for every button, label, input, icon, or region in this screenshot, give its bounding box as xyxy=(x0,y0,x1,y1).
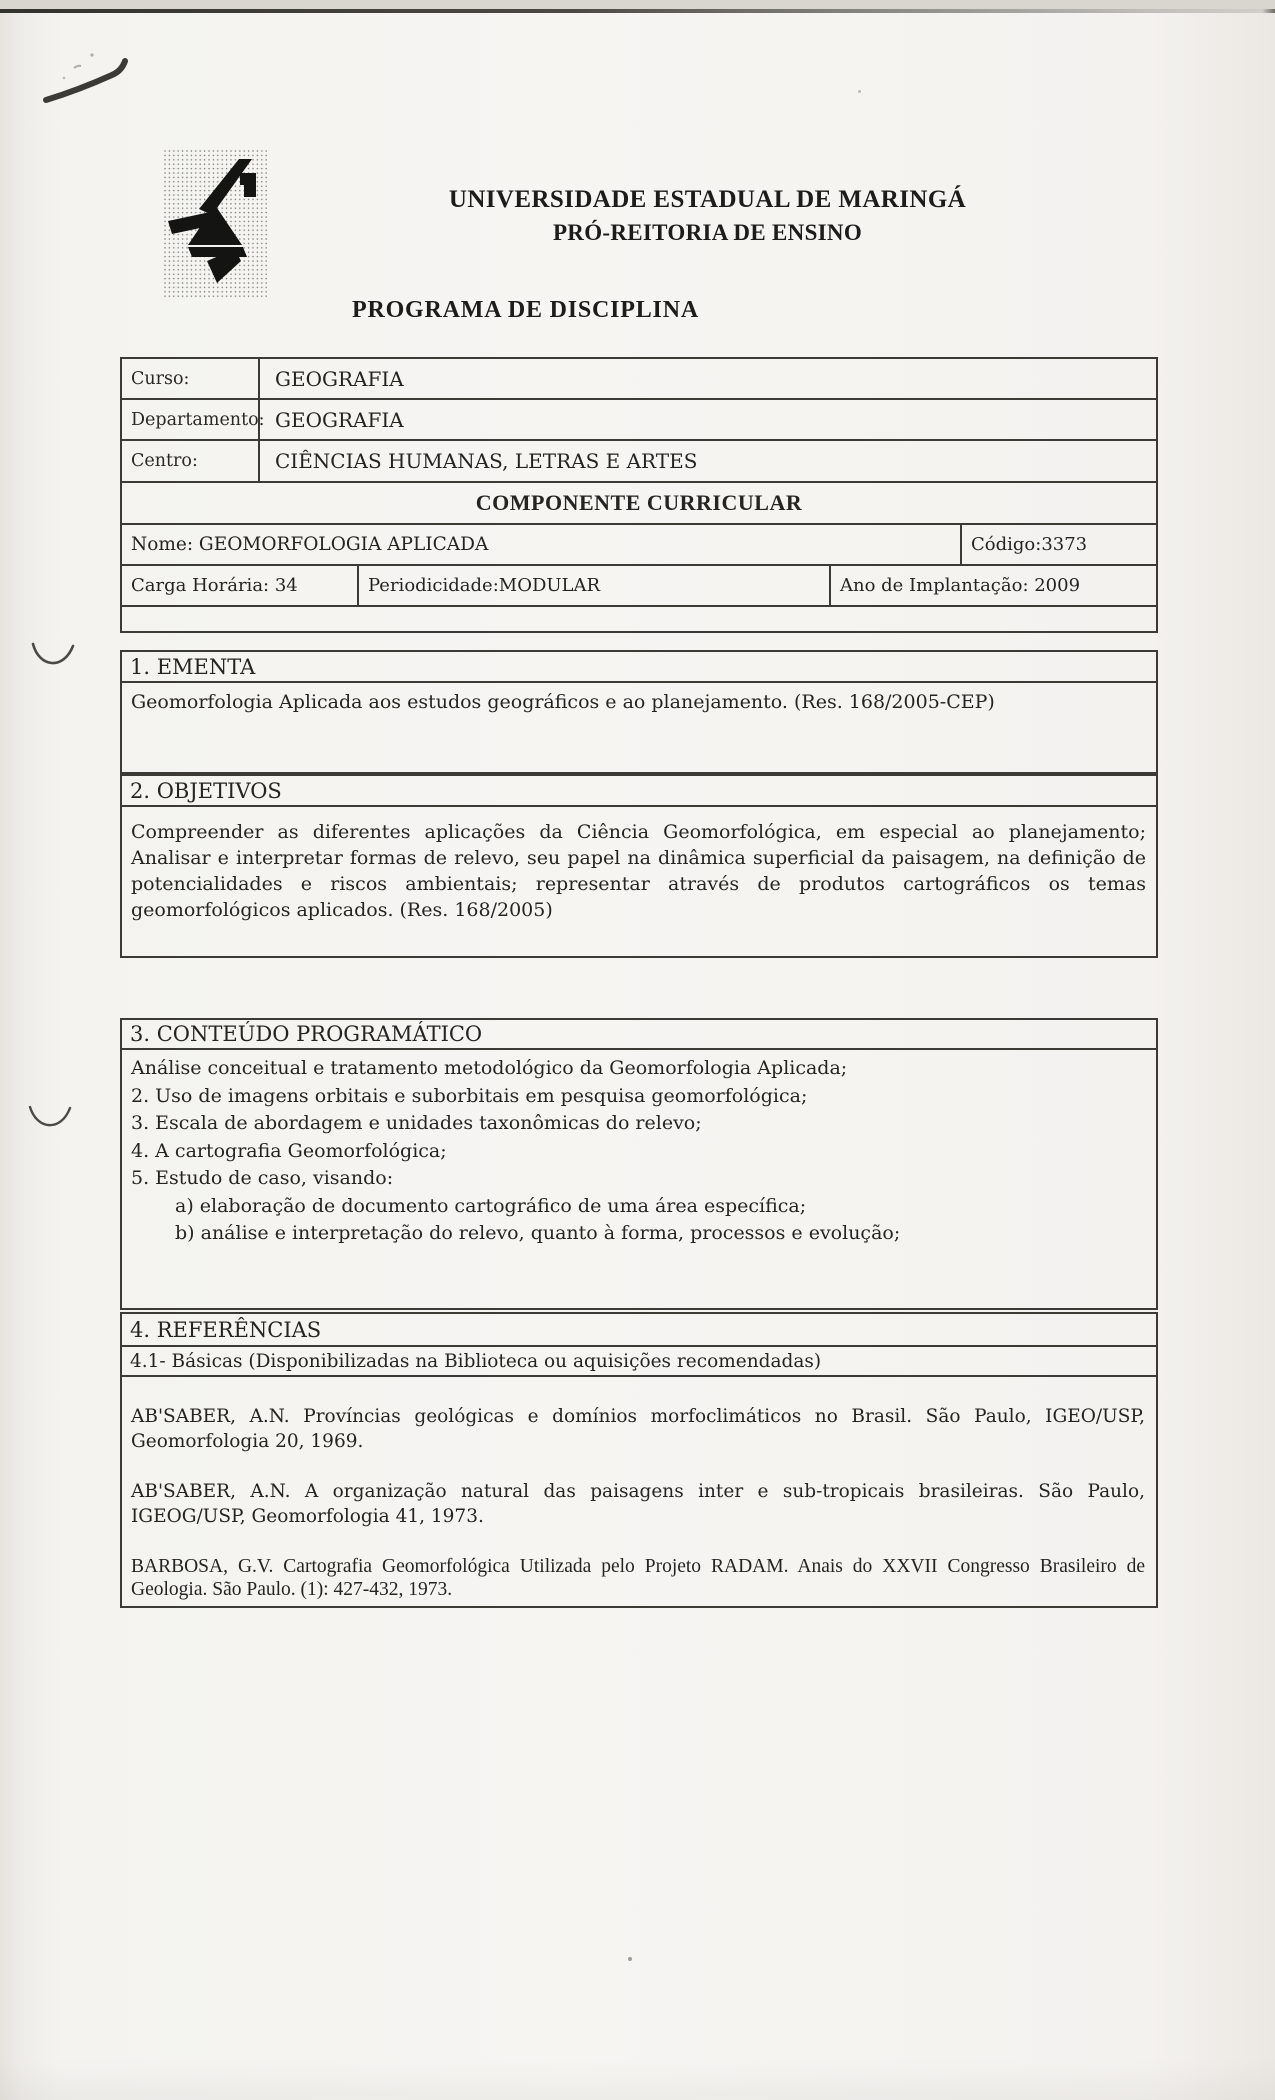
section-heading: 4. REFERÊNCIAS xyxy=(122,1314,1156,1347)
section-referencias xyxy=(120,1312,1158,1608)
section-body: Compreender as diferentes aplicações da Ciência Geomorfológica, em especial ao planejamento; Analisar e interpretar formas de relevo, seu papel na dinâmica superficial da paisagem, na definição de potencialidades e riscos ambientais; representar através de produtos cartográficos os temas geomorfológicos aplicados. (Res. 168/2005) xyxy=(131,821,1146,921)
margin-check-mark xyxy=(27,1102,73,1140)
conteudo-item: 3. Escala de abordagem e unidades taxonômicas do relevo; xyxy=(131,1112,702,1134)
conteudo-item: a) elaboração de documento cartográfico de uma área específica; xyxy=(175,1194,807,1217)
codigo-cell: Código:3373 xyxy=(960,525,1156,564)
section-heading: 3. CONTEÚDO PROGRAMÁTICO xyxy=(122,1020,1156,1050)
letterhead xyxy=(420,186,995,246)
section-conteudo xyxy=(120,1018,1158,1310)
carga-horaria-cell: Carga Horária: 34 xyxy=(122,566,359,605)
conteudo-item: b) análise e interpretação do relevo, quanto à forma, processos e evolução; xyxy=(175,1222,901,1244)
section-body xyxy=(122,1377,1156,1601)
info-table xyxy=(120,357,1158,633)
section-body: Geomorfologia Aplicada aos estudos geográficos e ao planejamento. (Res. 168/2005-CEP) xyxy=(131,691,995,713)
table-row-nome xyxy=(122,525,1156,566)
conteudo-item: 5. Estudo de caso, visando: xyxy=(131,1167,394,1189)
section-objetivos xyxy=(120,774,1158,958)
section-body xyxy=(122,1050,1156,1248)
conteudo-item: Análise conceitual e tratamento metodológico da Geomorfologia Aplicada; xyxy=(131,1057,848,1079)
section-heading: 2. OBJETIVOS xyxy=(122,776,1156,807)
nome-cell: Nome: GEOMORFOLOGIA APLICADA xyxy=(131,534,489,555)
uem-logo xyxy=(163,149,267,299)
conteudo-item: 2. Uso de imagens orbitais e suborbitais em pesquisa geomorfológica; xyxy=(131,1084,808,1107)
row-value: GEOGRAFIA xyxy=(275,407,404,432)
scan-speck xyxy=(858,90,861,93)
row-value: GEOGRAFIA xyxy=(275,366,404,391)
pen-stroke-mark xyxy=(34,40,154,120)
scan-speck xyxy=(628,1957,632,1961)
periodicidade-cell: Periodicidade:MODULAR xyxy=(359,566,831,605)
reference-item: AB'SABER, A.N. A organização natural das paisagens inter e sub-tropicais brasileiras. São Paulo, IGEOG/USP, Geomorfologia 41, 1973. xyxy=(131,1481,1145,1527)
componente-curricular-header: COMPONENTE CURRICULAR xyxy=(122,483,1156,525)
document-title: PROGRAMA DE DISCIPLINA xyxy=(352,297,699,323)
row-label: Departamento: xyxy=(122,400,260,439)
table-row-empty xyxy=(122,607,1156,631)
reference-item: AB'SABER, A.N. Províncias geológicas e domínios morfoclimáticos no Brasil. São Paulo, IGEO/USP, Geomorfologia 20, 1969. xyxy=(131,1406,1145,1452)
margin-check-mark xyxy=(30,640,76,678)
reference-item: BARBOSA, G.V. Cartografia Geomorfológica Utilizada pelo Projeto RADAM. Anais do XXVII Congresso Brasileiro de Geologia. São Paulo. (1): 427-432, 1973. xyxy=(131,1556,1145,1600)
table-row-curso xyxy=(122,359,1156,400)
section-subheading: 4.1- Básicas (Disponibilizadas na Biblioteca ou aquisições recomendadas) xyxy=(122,1347,1156,1377)
conteudo-item: 4. A cartografia Geomorfológica; xyxy=(131,1139,447,1162)
ano-implantacao-cell: Ano de Implantação: 2009 xyxy=(840,575,1081,596)
row-value: CIÊNCIAS HUMANAS, LETRAS E ARTES xyxy=(275,449,698,473)
section-heading: 1. EMENTA xyxy=(122,652,1156,683)
section-ementa xyxy=(120,650,1158,774)
scan-edge-band xyxy=(0,0,1275,9)
office-name: PRÓ-REITORIA DE ENSINO xyxy=(552,220,863,245)
row-label: Centro: xyxy=(122,441,260,481)
table-row-carga xyxy=(122,566,1156,607)
table-row-departamento xyxy=(122,400,1156,441)
scan-edge-line xyxy=(0,9,1275,13)
row-label: Curso: xyxy=(122,359,260,398)
table-row-centro xyxy=(122,441,1156,483)
university-name: UNIVERSIDADE ESTADUAL DE MARINGÁ xyxy=(448,186,967,213)
